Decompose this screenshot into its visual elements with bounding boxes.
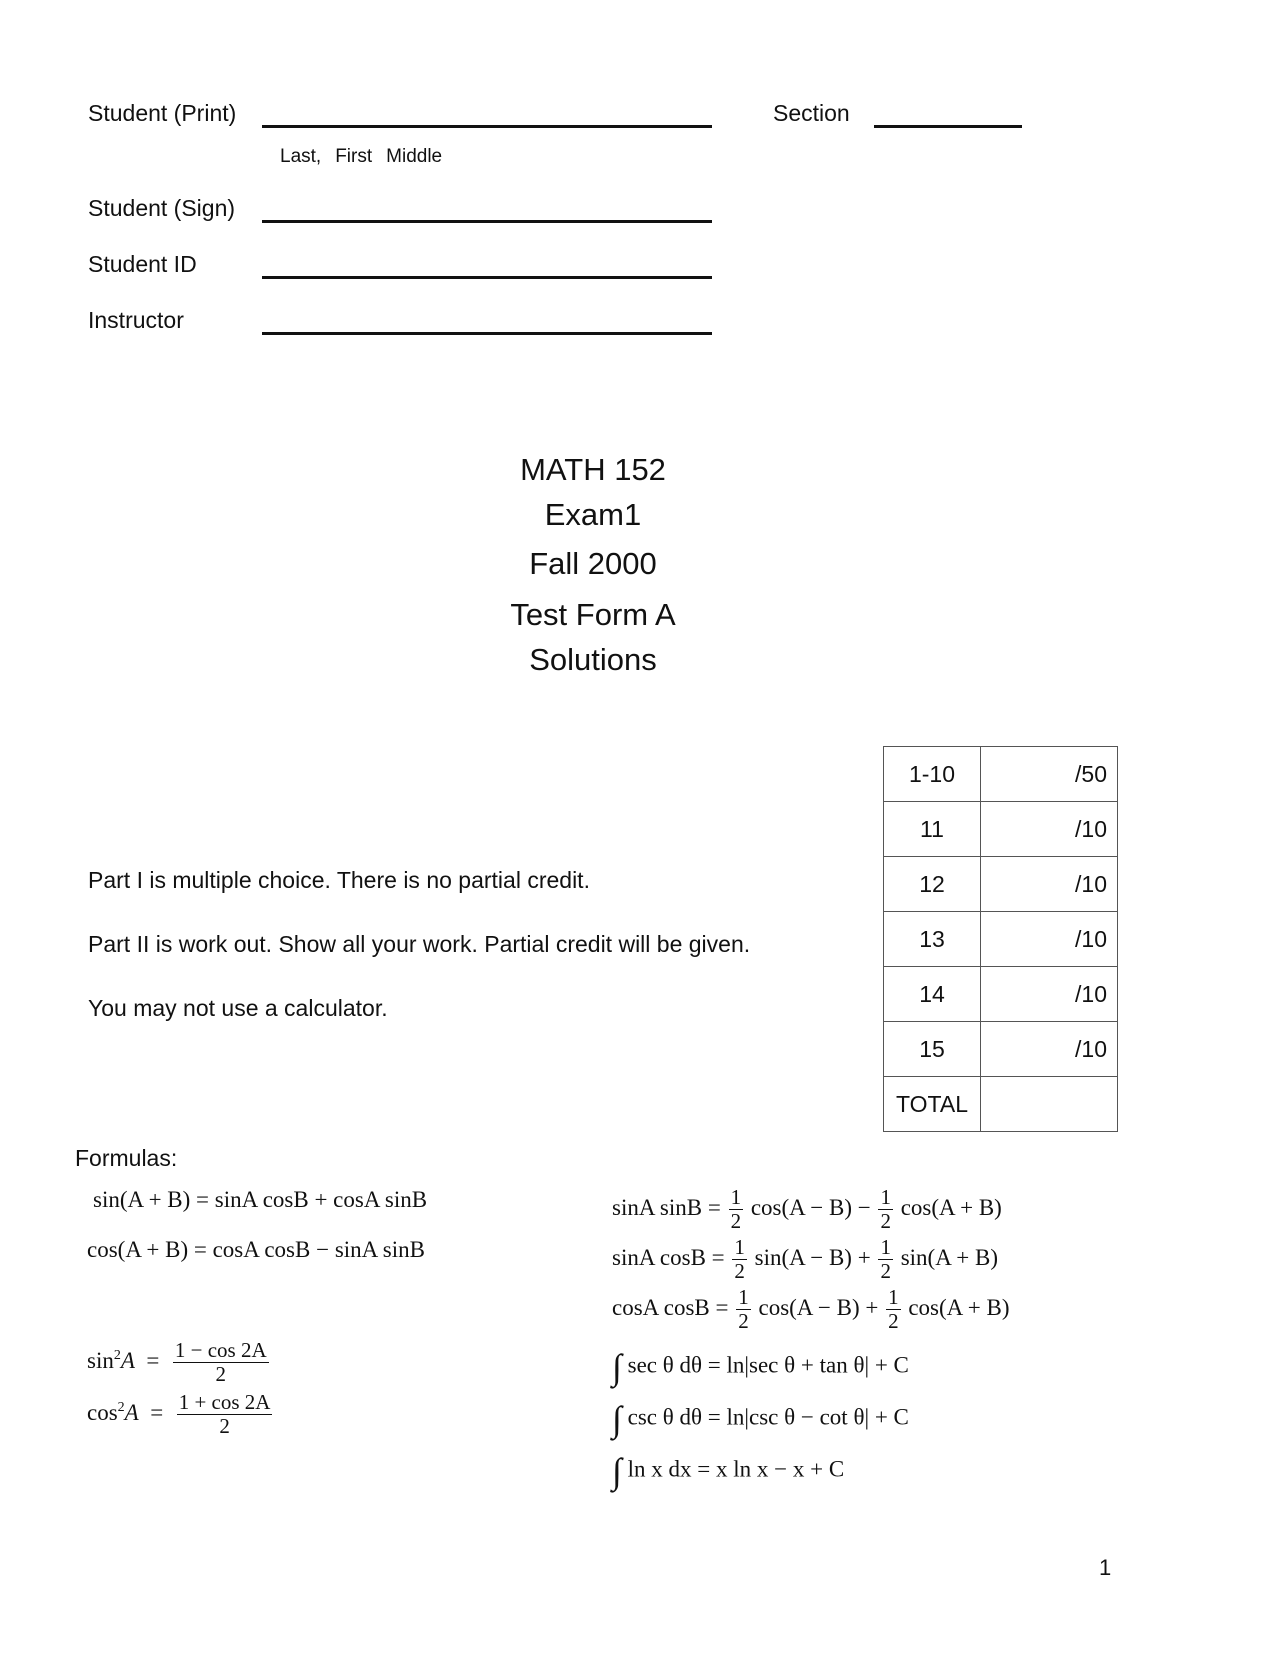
cos-sq-den: 2: [219, 1414, 230, 1438]
sinsin-term1: cos(A − B) −: [750, 1194, 871, 1220]
score-question: 1-10: [884, 747, 981, 802]
formula-sin-squared: $\sin^2A$ = $\frac{1 - \cos 2A}{2}$: [87, 1338, 267, 1386]
formula-integral-csc: [612, 1401, 909, 1437]
page-number: 1: [1099, 1555, 1112, 1580]
cos-sq-lhs: cos: [87, 1399, 118, 1425]
section-label: Section: [773, 100, 850, 126]
score-total-label: TOTAL: [884, 1077, 981, 1132]
sin-sq-frac: [173, 1340, 269, 1385]
cos-sq-frac: [177, 1392, 273, 1437]
score-points: /10: [981, 857, 1118, 912]
name-hint-last: Last,: [280, 146, 322, 167]
cos-sq-num: 1 + cos 2A: [178, 1390, 271, 1414]
student-id-line[interactable]: [262, 276, 712, 279]
sincos-lhs: sinA cosB =: [612, 1244, 725, 1270]
score-points: /10: [981, 802, 1118, 857]
int-csc-body: csc θ dθ = ln|csc θ − cot θ| + C: [627, 1404, 909, 1430]
exam-title: Exam1: [544, 497, 642, 532]
integral-sign-icon: ∫: [612, 1399, 622, 1439]
score-row: [884, 747, 1118, 802]
score-row: [884, 912, 1118, 967]
score-table: [883, 746, 1118, 1132]
name-hint-middle: Middle: [386, 146, 443, 167]
instruction-part2: Part II is work out. Show all your work. Partial credit will be given.: [88, 931, 751, 957]
half-frac: $\frac{1}{2}$: [880, 1235, 891, 1283]
instruction-part1: Part I is multiple choice. There is no partial credit.: [88, 867, 590, 893]
score-question: 14: [884, 967, 981, 1022]
score-row: [884, 967, 1118, 1022]
coscos-lhs: cosA cosB =: [612, 1294, 729, 1320]
formula-integral-sec: [612, 1349, 909, 1385]
student-sign-label: Student (Sign): [88, 195, 236, 221]
name-hint-first: First: [335, 146, 373, 167]
score-row: [884, 802, 1118, 857]
formula-sin-sin-product: [612, 1187, 1002, 1232]
formula-sin-sum: sin(A + B) = sinA cosB + cosA sinB: [93, 1187, 428, 1212]
score-question: 13: [884, 912, 981, 967]
int-ln-body: ln x dx = x ln x − x + C: [627, 1456, 845, 1482]
sincos-term2: sin(A + B): [900, 1244, 999, 1270]
score-question: 15: [884, 1022, 981, 1077]
score-points: /10: [981, 1022, 1118, 1077]
integral-sign-icon: ∫: [612, 1347, 622, 1387]
sinsin-term2: cos(A + B): [900, 1194, 1002, 1220]
sin-sq-lhs: sin: [87, 1347, 114, 1373]
instructor-line[interactable]: [262, 332, 712, 335]
coscos-term1: cos(A − B) +: [758, 1294, 879, 1320]
half-frac: $\frac{1}{2}$: [734, 1235, 745, 1283]
score-points: /50: [981, 747, 1118, 802]
form-title: Test Form A: [510, 597, 676, 632]
formula-cos-cos-product: [612, 1287, 1009, 1332]
half-frac: $\frac{1}{2}$: [880, 1185, 891, 1233]
score-total-value[interactable]: [981, 1077, 1118, 1132]
half-frac: $\frac{1}{2}$: [738, 1285, 749, 1333]
score-row: [884, 857, 1118, 912]
section-line[interactable]: [874, 125, 1022, 128]
score-points: /10: [981, 912, 1118, 967]
int-sec-body: sec θ dθ = ln|sec θ + tan θ| + C: [627, 1352, 909, 1378]
sin-sq-num: 1 − cos 2A: [174, 1338, 267, 1362]
formula-cos-sum: cos(A + B) = cosA cosB − sinA sinB: [87, 1237, 425, 1262]
instructor-label: Instructor: [88, 307, 184, 333]
integral-sign-icon: ∫: [612, 1451, 622, 1491]
instruction-calculator: You may not use a calculator.: [88, 995, 388, 1021]
course-title: MATH 152: [520, 452, 666, 487]
sincos-term1: sin(A − B) +: [754, 1244, 871, 1270]
student-sign-line[interactable]: [262, 220, 712, 223]
score-question: 11: [884, 802, 981, 857]
score-row: [884, 1022, 1118, 1077]
score-points: /10: [981, 967, 1118, 1022]
formula-sin-cos-product: [612, 1237, 998, 1282]
name-hint: [280, 146, 456, 168]
term-title: Fall 2000: [529, 546, 657, 581]
student-print-line[interactable]: [262, 125, 712, 128]
formulas-heading: Formulas:: [75, 1145, 178, 1171]
formula-integral-ln: [612, 1453, 844, 1489]
solutions-title: Solutions: [529, 642, 657, 677]
coscos-term2: cos(A + B): [908, 1294, 1010, 1320]
formula-cos-squared: $\cos^2A$ = $\frac{1 + \cos 2A}{2}$: [87, 1390, 271, 1438]
half-frac: $\frac{1}{2}$: [730, 1185, 742, 1233]
sin-sq-den: 2: [215, 1362, 227, 1386]
half-frac: $\frac{1}{2}$: [888, 1285, 899, 1333]
student-id-label: Student ID: [88, 251, 197, 277]
student-print-label: Student (Print): [88, 100, 237, 126]
score-row-total: [884, 1077, 1118, 1132]
sinsin-lhs: sinA sinB =: [612, 1194, 721, 1220]
score-question: 12: [884, 857, 981, 912]
